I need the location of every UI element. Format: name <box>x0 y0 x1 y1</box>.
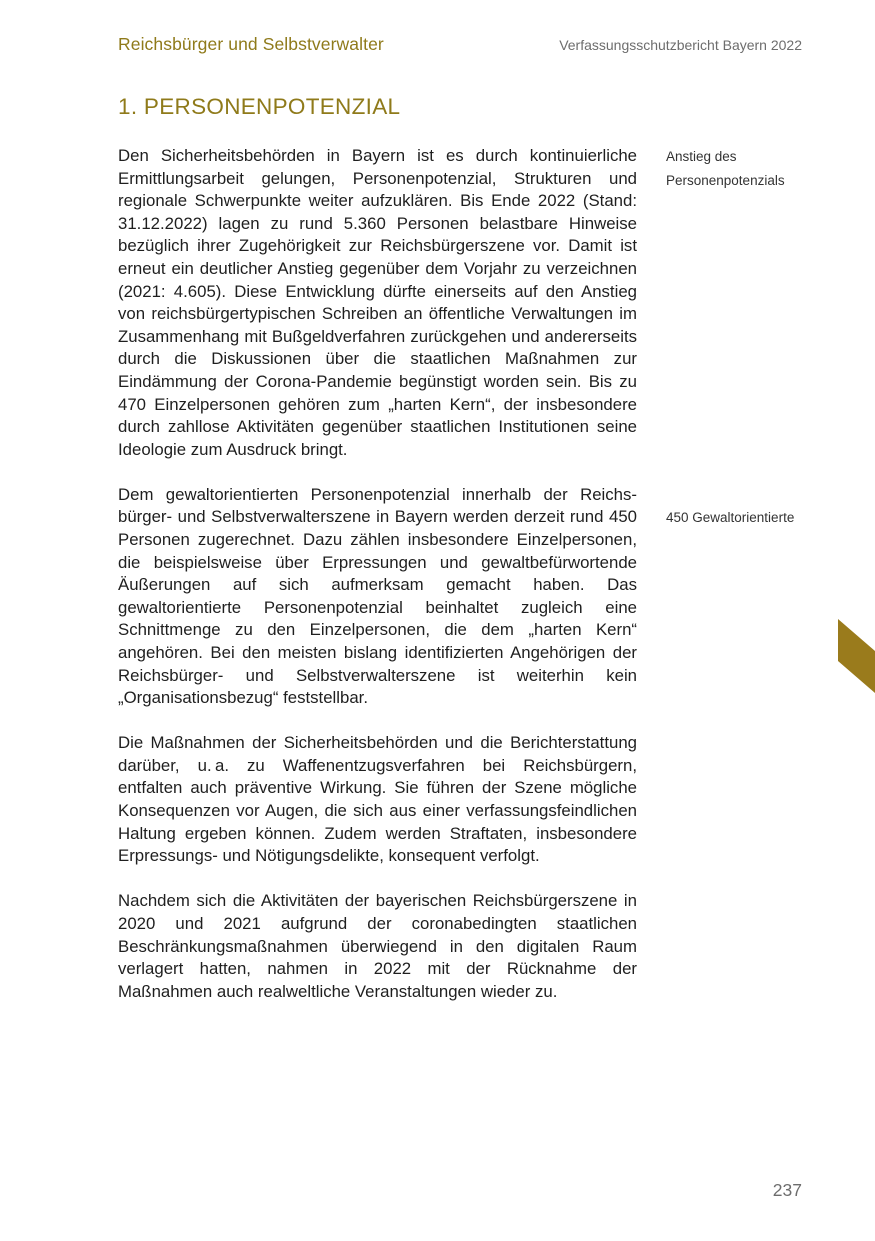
running-header-report-title: Verfassungsschutzbericht Bayern 2022 <box>559 37 802 53</box>
margin-note-gewaltorientierte: 450 Gewaltorientierte <box>666 510 795 525</box>
running-header-chapter-title: Reichsbürger und Selbstverwalter <box>118 34 384 54</box>
margin-note-anstieg: Anstieg des Personenpotenzials <box>666 149 785 188</box>
section-heading: 1. PERSONENPOTENZIAL <box>118 94 401 119</box>
chapter-tab-shape <box>838 619 875 693</box>
paragraph-personenpotenzial: Den Sicherheitsbehörden in Bayern ist es durch kontinuierliche Ermittlungsarbeit gelungen, Personenpotenzial, Strukturen und regionale Schwerpunkte weiter aufzuklären. Bis Ende 2022 (Stand: 31.12.2022) lagen zu rund 5.360 Personen belastbare Hinweise bezüglich ihrer Zugehörigkeit zur Reichsbürgerszene vor. Damit ist erneut ein deutlicher Anstieg gegenüber dem Vorjahr zu verzeichnen (2021: 4.605). Diese Entwicklung dürfte einerseits auf den Anstieg von reichsbürgertypischen Schreiben an öffentliche Verwaltungen im Zusammenhang mit Bußgeldverfahren zurückgehen und andererseits durch die Diskussionen über die staatlichen Maßnahmen zur Eindämmung der Corona-Pandemie begünstigt worden sein. Bis zu 470 Einzelpersonen gehören zum „harten Kern“, der insbesondere durch zahllose Aktivitäten gegenüber staatlichen Institutionen seine Ideologie zum Ausdruck bringt. <box>118 146 637 459</box>
body-text-column <box>118 145 637 1026</box>
page-number: 237 <box>772 1180 802 1200</box>
paragraph-gewaltorientierte: Dem gewaltorientierten Personenpotenzial innerhalb der Reichsbürger- und Selbstverwalterszene in Bayern werden derzeit rund 450 Personen zugerechnet. Dazu zählen insbesondere Einzelpersonen, die beispielsweise über Erpressungen und gewaltbefürwortende Äußerungen auf sich aufmerksam gemacht haben. Das gewaltorientierte Personenpotenzial beinhaltet zugleich eine Schnittmenge zu den Einzelpersonen, die dem „harten Kern“ angehören. Bei den meisten bislang identifizierten Angehörigen der Reichsbürger- und Selbstverwalterszene ist weiterhin kein „Organisationsbezug“ feststellbar. <box>118 484 637 708</box>
paragraph-massnahmen: Die Maßnahmen der Sicherheitsbehörden und die Berichterstattung darüber, u. a. zu Waffenentzugsverfahren bei Reichsbürgern, entfalten auch präventive Wirkung. Sie führen der Szene mögliche Konsequenzen vor Augen, die sich aus einer verfassungsfeindlichen Haltung ergeben können. Zudem werden Straftaten, insbesondere Erpressungs- und Nötigungsdelikte, konsequent verfolgt. <box>118 733 637 866</box>
chapter-tab-marker <box>838 619 875 693</box>
paragraph-aktivitaeten: Nachdem sich die Aktivitäten der bayerischen Reichsbürgerszene in 2020 und 2021 aufgrund der coronabedingten staatlichen Beschränkungsmaßnahmen überwiegend in den digitalen Raum verlagert hatten, nahmen in 2022 mit der Rücknahme der Maßnahmen auch realweltliche Veranstaltungen wieder zu. <box>118 891 637 1001</box>
